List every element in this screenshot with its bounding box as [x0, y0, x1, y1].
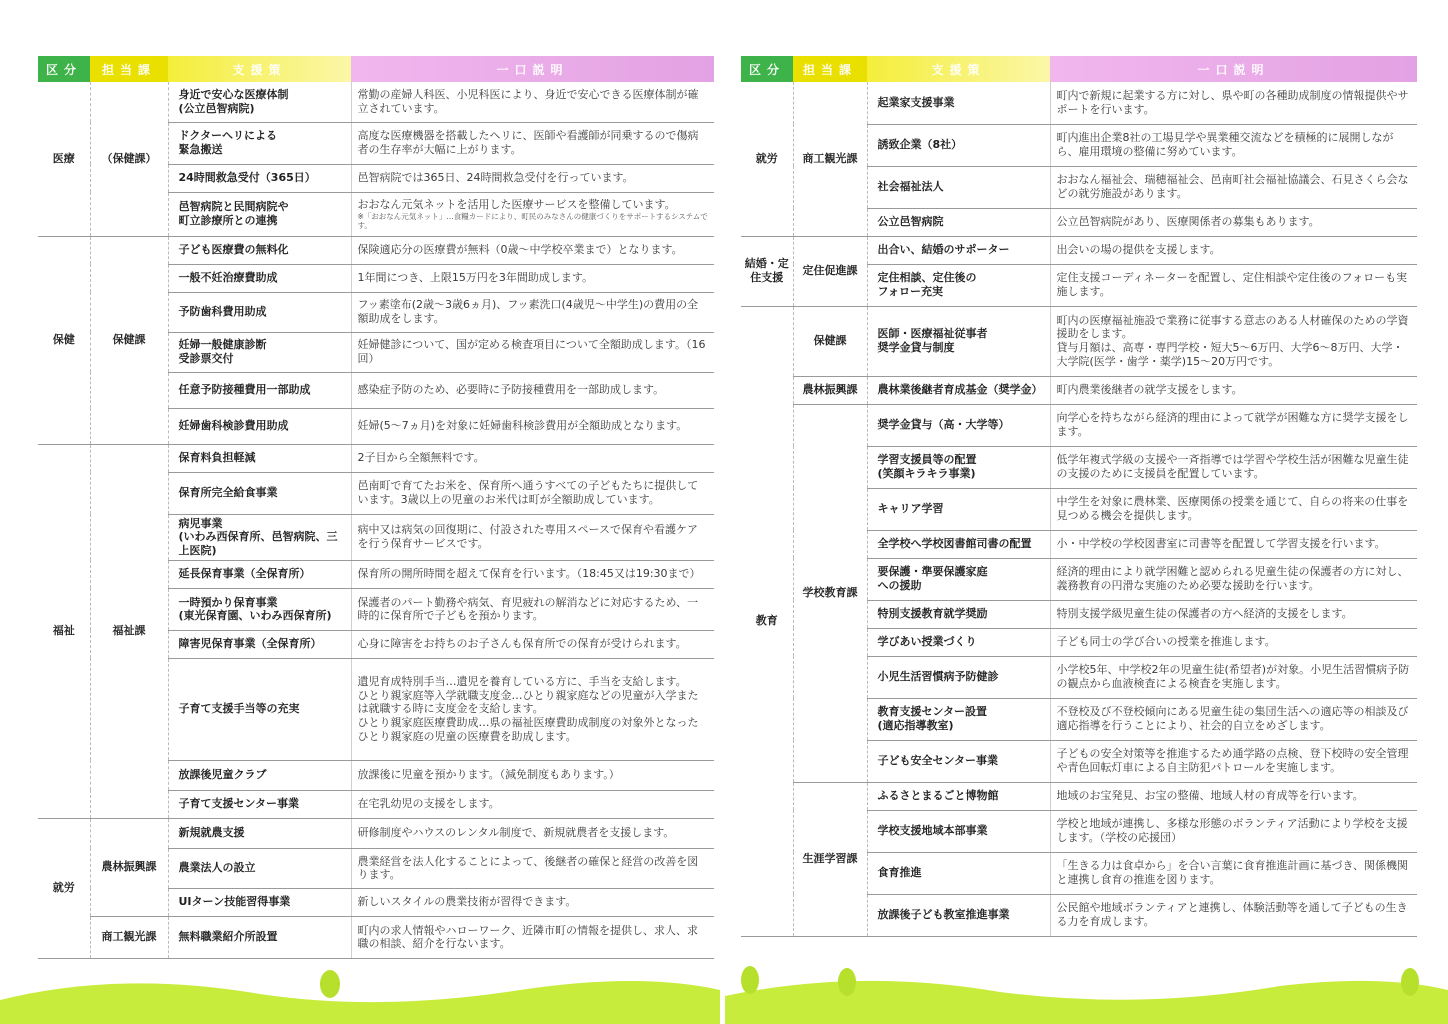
program-description [1050, 810, 1417, 852]
table-row [741, 404, 1417, 446]
description-text: 「生きる力は食卓から」を合い言葉に食育推進計画に基づき、関係機関と連携し食育の推進を図ります。 [1056, 859, 1409, 886]
description-text: 小・中学校の学校図書室に司書等を配置して学習支援を行います。 [1056, 537, 1386, 551]
description-text: 保険適応分の医療費が無料（0歳～中学校卒業まで）となります。 [357, 243, 683, 257]
program-name: 子ども医療費の無料化 [168, 236, 351, 264]
program-description [351, 264, 714, 292]
description-text: 学校と地域が連携し、多様な形態のボランティア活動により学校を支援します。（学校の応援団） [1056, 817, 1408, 844]
program-name: 学習支援員等の配置 (笑顔キラキラ事業) [867, 446, 1050, 488]
table-row [38, 916, 714, 958]
program-description [1050, 306, 1417, 376]
table-header-row [38, 56, 714, 82]
program-description [351, 760, 714, 790]
program-name: キャリア学習 [867, 488, 1050, 530]
department-cell: 保健課 [90, 236, 168, 444]
description-text: 出会いの場の提供を支援します。 [1056, 243, 1221, 257]
description-text: 小学校5年、中学校2年の児童生徒(希望者)が対象。小児生活習慣病予防の観点から血液検査による検査を実施します。 [1056, 663, 1410, 690]
program-name: 保育所完全給食事業 [168, 472, 351, 514]
description-text: 妊婦健診について、国が定める検査項目について全額助成します。（16回） [357, 338, 706, 365]
table-row [741, 306, 1417, 376]
description-text: 向学心を持ちながら経済的理由によって就学が困難な方に奨学支援をします。 [1056, 411, 1409, 438]
header-description: 一口説明 [351, 56, 714, 82]
department-cell: 農林振興課 [90, 818, 168, 916]
program-name: 障害児保育事業（全保育所） [168, 630, 351, 658]
program-name: 学校支援地域本部事業 [867, 810, 1050, 852]
left-services-panel [38, 56, 714, 959]
program-description [1050, 236, 1417, 264]
description-text: 公立邑智病院があり、医療関係者の募集もあります。 [1056, 215, 1320, 229]
department-cell: 定住促進課 [793, 236, 867, 306]
description-text: 町内で新規に起業する方に対し、県や町の各種助成制度の情報提供やサポートを行います。 [1056, 89, 1409, 116]
program-description [351, 560, 714, 588]
program-name: 新規就農支援 [168, 818, 351, 848]
program-name: 定住相談、定住後の フォロー充実 [867, 264, 1050, 306]
program-name: 誘致企業（8社） [867, 124, 1050, 166]
meadow-illustration [0, 960, 1448, 1024]
header-program: 支援策 [168, 56, 351, 82]
program-name: 出合い、結婚のサポーター [867, 236, 1050, 264]
program-name: 保育料負担軽減 [168, 444, 351, 472]
program-description [351, 514, 714, 560]
support-table-right [741, 56, 1417, 937]
description-text: 病中又は病気の回復期に、付設された専用スペースで保育や看護ケアを行う保育サービスです。 [357, 523, 698, 551]
table-header-row [741, 56, 1417, 82]
header-description: 一口説明 [1050, 56, 1417, 82]
category-cell: 保健 [38, 236, 90, 444]
table-row [741, 782, 1417, 810]
program-description [351, 888, 714, 916]
department-cell: 保健課 [793, 306, 867, 376]
header-program: 支援策 [867, 56, 1050, 82]
category-cell: 医療 [38, 82, 90, 236]
program-description [1050, 264, 1417, 306]
description-text: 1年間につき、上限15万円を3年間助成します。 [357, 271, 593, 285]
program-description [351, 630, 714, 658]
program-name: 社会福祉法人 [867, 166, 1050, 208]
program-description [1050, 894, 1417, 936]
description-text: 経済的理由により就学困難と認められる児童生徒の保護者の方に対し、義務教育の円滑な実施のため必要な援助を行います。 [1056, 565, 1409, 592]
program-description [351, 658, 714, 760]
program-description [351, 588, 714, 630]
program-name: 小児生活習慣病予防健診 [867, 656, 1050, 698]
description-text: 放課後に児童を預かります。（減免制度もあります。） [357, 768, 620, 782]
program-description [351, 192, 714, 236]
department-cell: 商工観光課 [793, 82, 867, 236]
description-text: 子どもの安全対策等を推進するため通学路の点検、登下校時の安全管理や青色回転灯車による自主防犯パトロールを実施します。 [1056, 747, 1409, 774]
program-description [1050, 208, 1417, 236]
program-name: 農業法人の設立 [168, 848, 351, 888]
program-name: 身近で安心な医療体制 (公立邑智病院) [168, 82, 351, 122]
right-services-panel [741, 56, 1417, 937]
description-text: 保育所の開所時間を超えて保育を行います。（18:45又は19:30まで） [357, 567, 701, 581]
description-text: 町内の求人情報やハローワーク、近隣市町の情報を提供し、求人、求職の相談、紹介を行ないます。 [357, 923, 699, 951]
header-category: 区分 [741, 56, 793, 82]
program-name: 学びあい授業づくり [867, 628, 1050, 656]
program-description [1050, 530, 1417, 558]
header-department: 担当課 [90, 56, 168, 82]
program-name: 起業家支援事業 [867, 82, 1050, 124]
program-description [1050, 446, 1417, 488]
program-name: 妊婦一般健康診断 受診票交付 [168, 332, 351, 372]
description-text: 遺児育成特別手当…遺児を養育している方に、手当を支給します。 ひとり親家庭等入学就職支度金…ひとり親家庭などの児童が入学または就職する時に支度金を支給します。 ひとり親家庭医療費助成…県の福祉医療費助成制度の対象外となったひとり親家庭の児童の医療費を助成します。 [357, 674, 699, 743]
program-description [1050, 166, 1417, 208]
description-text: 常勤の産婦人科医、小児科医により、身近で安心できる医療体制が確立されています。 [357, 88, 699, 115]
program-name: 教育支援センター設置 (適応指導教室) [867, 698, 1050, 740]
program-name: 公立邑智病院 [867, 208, 1050, 236]
support-table-left [38, 56, 714, 959]
description-text: 公民館や地域ボランティアと連携し、体験活動等を通して子どもの生きる力を育成します。 [1056, 901, 1408, 928]
program-name: 全学校へ学校図書館司書の配置 [867, 530, 1050, 558]
department-cell: （保健課） [90, 82, 168, 236]
program-description [1050, 558, 1417, 600]
description-text: 感染症予防のため、必要時に予防接種費用を一部助成します。 [357, 383, 665, 397]
program-description [1050, 740, 1417, 782]
table-row [38, 444, 714, 472]
program-description [351, 122, 714, 164]
description-text: 中学生を対象に農林業、医療関係の授業を通じて、自らの将来の仕事を見つめる機会を提供します。 [1056, 495, 1409, 522]
description-text: 新しいスタイルの農業技術が習得できます。 [357, 895, 577, 909]
program-name: 子ども安全センター事業 [867, 740, 1050, 782]
program-description [351, 472, 714, 514]
program-description [351, 790, 714, 818]
category-cell: 教育 [741, 306, 793, 936]
program-name: 農林業後継者育成基金（奨学金） [867, 376, 1050, 404]
program-name: 要保護・準要保護家庭 への援助 [867, 558, 1050, 600]
table-row [741, 376, 1417, 404]
table-row [741, 82, 1417, 124]
description-text: 町内農業後継者の就学支援をします。 [1056, 383, 1243, 397]
program-name: 延長保育事業（全保育所） [168, 560, 351, 588]
description-text: おおなん福祉会、瑞穂福祉会、邑南町社会福祉協議会、石見さくら会などの就労施設があります。 [1056, 173, 1409, 200]
description-text: おおなん元気ネットを活用した医療サービスを整備しています。 [357, 197, 676, 211]
program-name: 医師・医療福祉従事者 奨学金貸与制度 [867, 306, 1050, 376]
description-text: 研修制度やハウスのレンタル制度で、新規就農者を支援します。 [357, 826, 675, 840]
description-text: 町内進出企業8社の工場見学や異業種交流などを積極的に展開しながら、雇用環境の整備に努めています。 [1056, 131, 1394, 158]
program-description [351, 818, 714, 848]
footnote: ※「おおなん元気ネット」…食糧カードにより、町民のみなさんの健康づくりをサポートするシステムです。 [357, 211, 708, 230]
program-description [1050, 124, 1417, 166]
program-name: 奨学金貸与（高・大学等） [867, 404, 1050, 446]
program-description [351, 164, 714, 192]
description-text: 町内の医療福祉施設で業務に従事する意志のある人材確保のための学資援助をします。 貸与月額は、高専・専門学校・短大5～6万円、大学6～8万円、大学・大学院(医学・歯学・薬学)15～20万円です。 [1056, 313, 1409, 368]
description-text: 子ども同士の学び合いの授業を推進します。 [1056, 635, 1276, 649]
program-name: 妊婦歯科検診費用助成 [168, 408, 351, 444]
description-text: フッ素塗布(2歳～3歳6ヵ月)、フッ素洗口(4歳児～中学生)の費用の全額助成をします。 [357, 298, 699, 325]
program-name: 放課後子ども教室推進事業 [867, 894, 1050, 936]
program-description [1050, 628, 1417, 656]
program-name: 特別支援教育就学奨励 [867, 600, 1050, 628]
program-description [1050, 404, 1417, 446]
program-name: 一時預かり保育事業 (東光保育園、いわみ西保育所) [168, 588, 351, 630]
program-description [351, 848, 714, 888]
description-text: 地域のお宝発見、お宝の整備、地域人材の育成等を行います。 [1056, 789, 1364, 803]
description-text: 妊婦(5～7ヵ月)を対象に妊婦歯科検診費用が全額助成となります。 [357, 419, 688, 433]
description-text: 心身に障害をお持ちのお子さんも保育所での保育が受けられます。 [357, 637, 687, 651]
program-name: ドクターヘリによる 緊急搬送 [168, 122, 351, 164]
table-row [38, 82, 714, 122]
department-cell: 商工観光課 [90, 916, 168, 958]
description-text: 特別支援学級児童生徒の保護者の方へ経済的支援をします。 [1056, 607, 1353, 621]
program-name: 24時間救急受付（365日） [168, 164, 351, 192]
program-name: 子育て支援センター事業 [168, 790, 351, 818]
table-row [741, 236, 1417, 264]
program-name: 邑智病院と民間病院や 町立診療所との連携 [168, 192, 351, 236]
department-cell: 福祉課 [90, 444, 168, 818]
program-name: 無料職業紹介所設置 [168, 916, 351, 958]
program-name: 任意予防接種費用一部助成 [168, 372, 351, 408]
program-name: 食育推進 [867, 852, 1050, 894]
department-cell: 生涯学習課 [793, 782, 867, 936]
category-cell: 結婚・定住支援 [741, 236, 793, 306]
program-name: 一般不妊治療費助成 [168, 264, 351, 292]
department-cell: 農林振興課 [793, 376, 867, 404]
category-cell: 就労 [741, 82, 793, 236]
program-description [1050, 82, 1417, 124]
program-name: 子育て支援手当等の充実 [168, 658, 351, 760]
category-cell: 福祉 [38, 444, 90, 818]
description-text: 高度な医療機器を搭載したヘリに、医師や看護師が同乗するので傷病者の生存率が大幅に上がります。 [357, 129, 699, 156]
program-description [1050, 698, 1417, 740]
table-row [38, 818, 714, 848]
description-text: 農業経営を法人化することによって、後継者の確保と経営の改善を図ります。 [357, 854, 699, 882]
program-description [1050, 656, 1417, 698]
description-text: 定住支援コーディネーターを配置し、定住相談や定住後のフォローも実施します。 [1056, 271, 1408, 298]
description-text: 邑南町で育てたお米を、保育所へ通うすべての子どもたちに提供しています。3歳以上の児童のお米代は町が全額助成しています。 [357, 479, 699, 506]
description-text: 不登校及び不登校傾向にある児童生徒の集団生活への適応等の相談及び適応指導を行うことにより、社会的自立をめざします。 [1056, 705, 1409, 732]
program-description [1050, 600, 1417, 628]
program-description [1050, 782, 1417, 810]
program-description [351, 408, 714, 444]
program-description [351, 292, 714, 332]
program-description [1050, 488, 1417, 530]
header-category: 区分 [38, 56, 90, 82]
department-cell: 学校教育課 [793, 404, 867, 782]
program-description [1050, 852, 1417, 894]
description-text: 低学年複式学級の支援や一斉指導では学習や学校生活が困難な児童生徒の支援のために支援員を配置しています。 [1056, 453, 1409, 480]
category-cell: 就労 [38, 818, 90, 958]
program-name: 放課後児童クラブ [168, 760, 351, 790]
program-name: ふるさとまるごと博物館 [867, 782, 1050, 810]
program-description [351, 916, 714, 958]
program-description [351, 82, 714, 122]
program-name: 予防歯科費用助成 [168, 292, 351, 332]
description-text: 2子目から全額無料です。 [357, 451, 485, 465]
header-department: 担当課 [793, 56, 867, 82]
description-text: 保護者のパート勤務や病気、育児疲れの解消などに対応するため、一時的に保育所で子どもを預かります。 [357, 595, 699, 623]
program-description [351, 444, 714, 472]
program-name: 病児事業 (いわみ西保育所、邑智病院、三上医院) [168, 514, 351, 560]
description-text: 邑智病院では365日、24時間救急受付を行っています。 [357, 171, 634, 185]
table-row [38, 236, 714, 264]
description-text: 在宅乳幼児の支援をします。 [357, 797, 500, 811]
program-name: UIターン技能習得事業 [168, 888, 351, 916]
program-description [1050, 376, 1417, 404]
program-description [351, 236, 714, 264]
program-description [351, 332, 714, 372]
program-description [351, 372, 714, 408]
